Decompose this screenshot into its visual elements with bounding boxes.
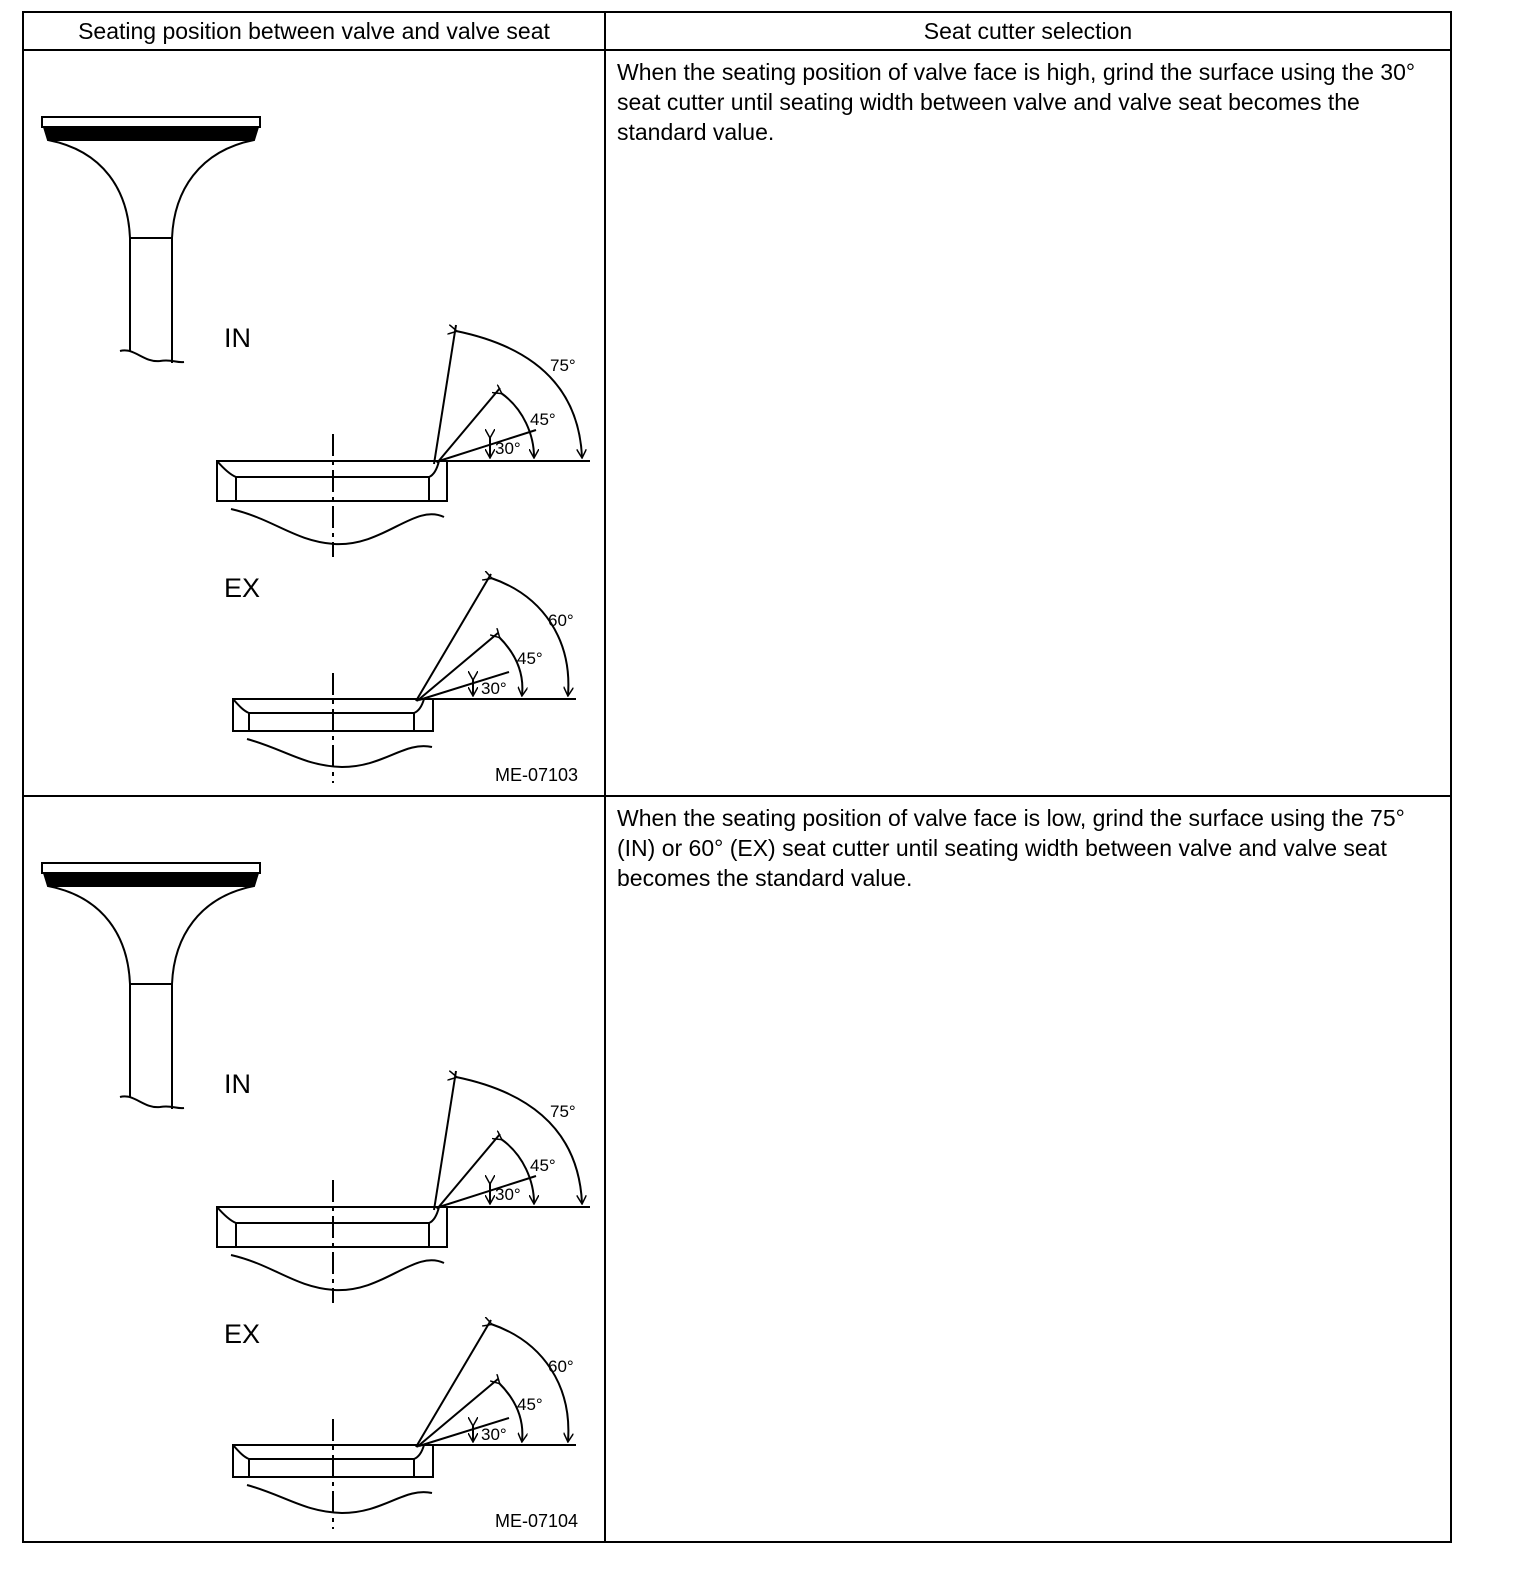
ex-valve-seat [233, 1320, 579, 1531]
table-row [23, 50, 1451, 796]
ex-angle-60: 60° [548, 611, 574, 630]
in-angle-30: 30° [495, 1185, 521, 1204]
in-label: IN [224, 1069, 251, 1099]
in-angle-45: 45° [530, 410, 556, 429]
ex-valve-seat [233, 574, 579, 785]
ex-label: EX [224, 573, 261, 603]
ex-label: EX [224, 1319, 261, 1349]
in-angle-75: 75° [550, 1102, 576, 1121]
ex-angle-arcs [473, 578, 568, 695]
figure-cell [23, 796, 605, 1542]
header-seat-cutter-selection: Seat cutter selection [605, 12, 1451, 50]
ex-angle-45: 45° [517, 1395, 543, 1414]
ex-angle-45: 45° [517, 649, 543, 668]
in-valve-seat [217, 325, 590, 557]
seat-cutter-table [22, 11, 1452, 1543]
in-valve-seat [217, 1071, 590, 1303]
in-angle-30: 30° [495, 439, 521, 458]
in-angle-45: 45° [530, 1156, 556, 1175]
text-cell [605, 50, 1451, 796]
valve-seat-diagram [24, 51, 604, 795]
in-angle-75: 75° [550, 356, 576, 375]
header-row [23, 12, 1451, 50]
figure-code: ME-07104 [495, 1511, 579, 1531]
in-label: IN [224, 323, 251, 353]
ex-angle-arcs [473, 1324, 568, 1441]
table-row [23, 796, 1451, 1542]
header-seating-position: Seating position between valve and valve seat [23, 12, 605, 50]
figure-code: ME-07103 [495, 765, 579, 785]
ex-angle-60: 60° [548, 1357, 574, 1376]
text-cell [605, 796, 1451, 1542]
seat-cutter-instruction: When the seating position of valve face is low, grind the surface using the 75° (IN) or 60° (EX) seat cutter until seating width between valve and valve seat becomes the standard value. [617, 805, 1405, 891]
figure-cell [23, 50, 605, 796]
valve-seat-diagram [24, 797, 604, 1541]
seat-cutter-instruction: When the seating position of valve face is high, grind the surface using the 30° seat cutter until seating width between valve and valve seat becomes the standard value. [617, 59, 1416, 145]
ex-angle-30: 30° [481, 1425, 507, 1444]
ex-angle-30: 30° [481, 679, 507, 698]
